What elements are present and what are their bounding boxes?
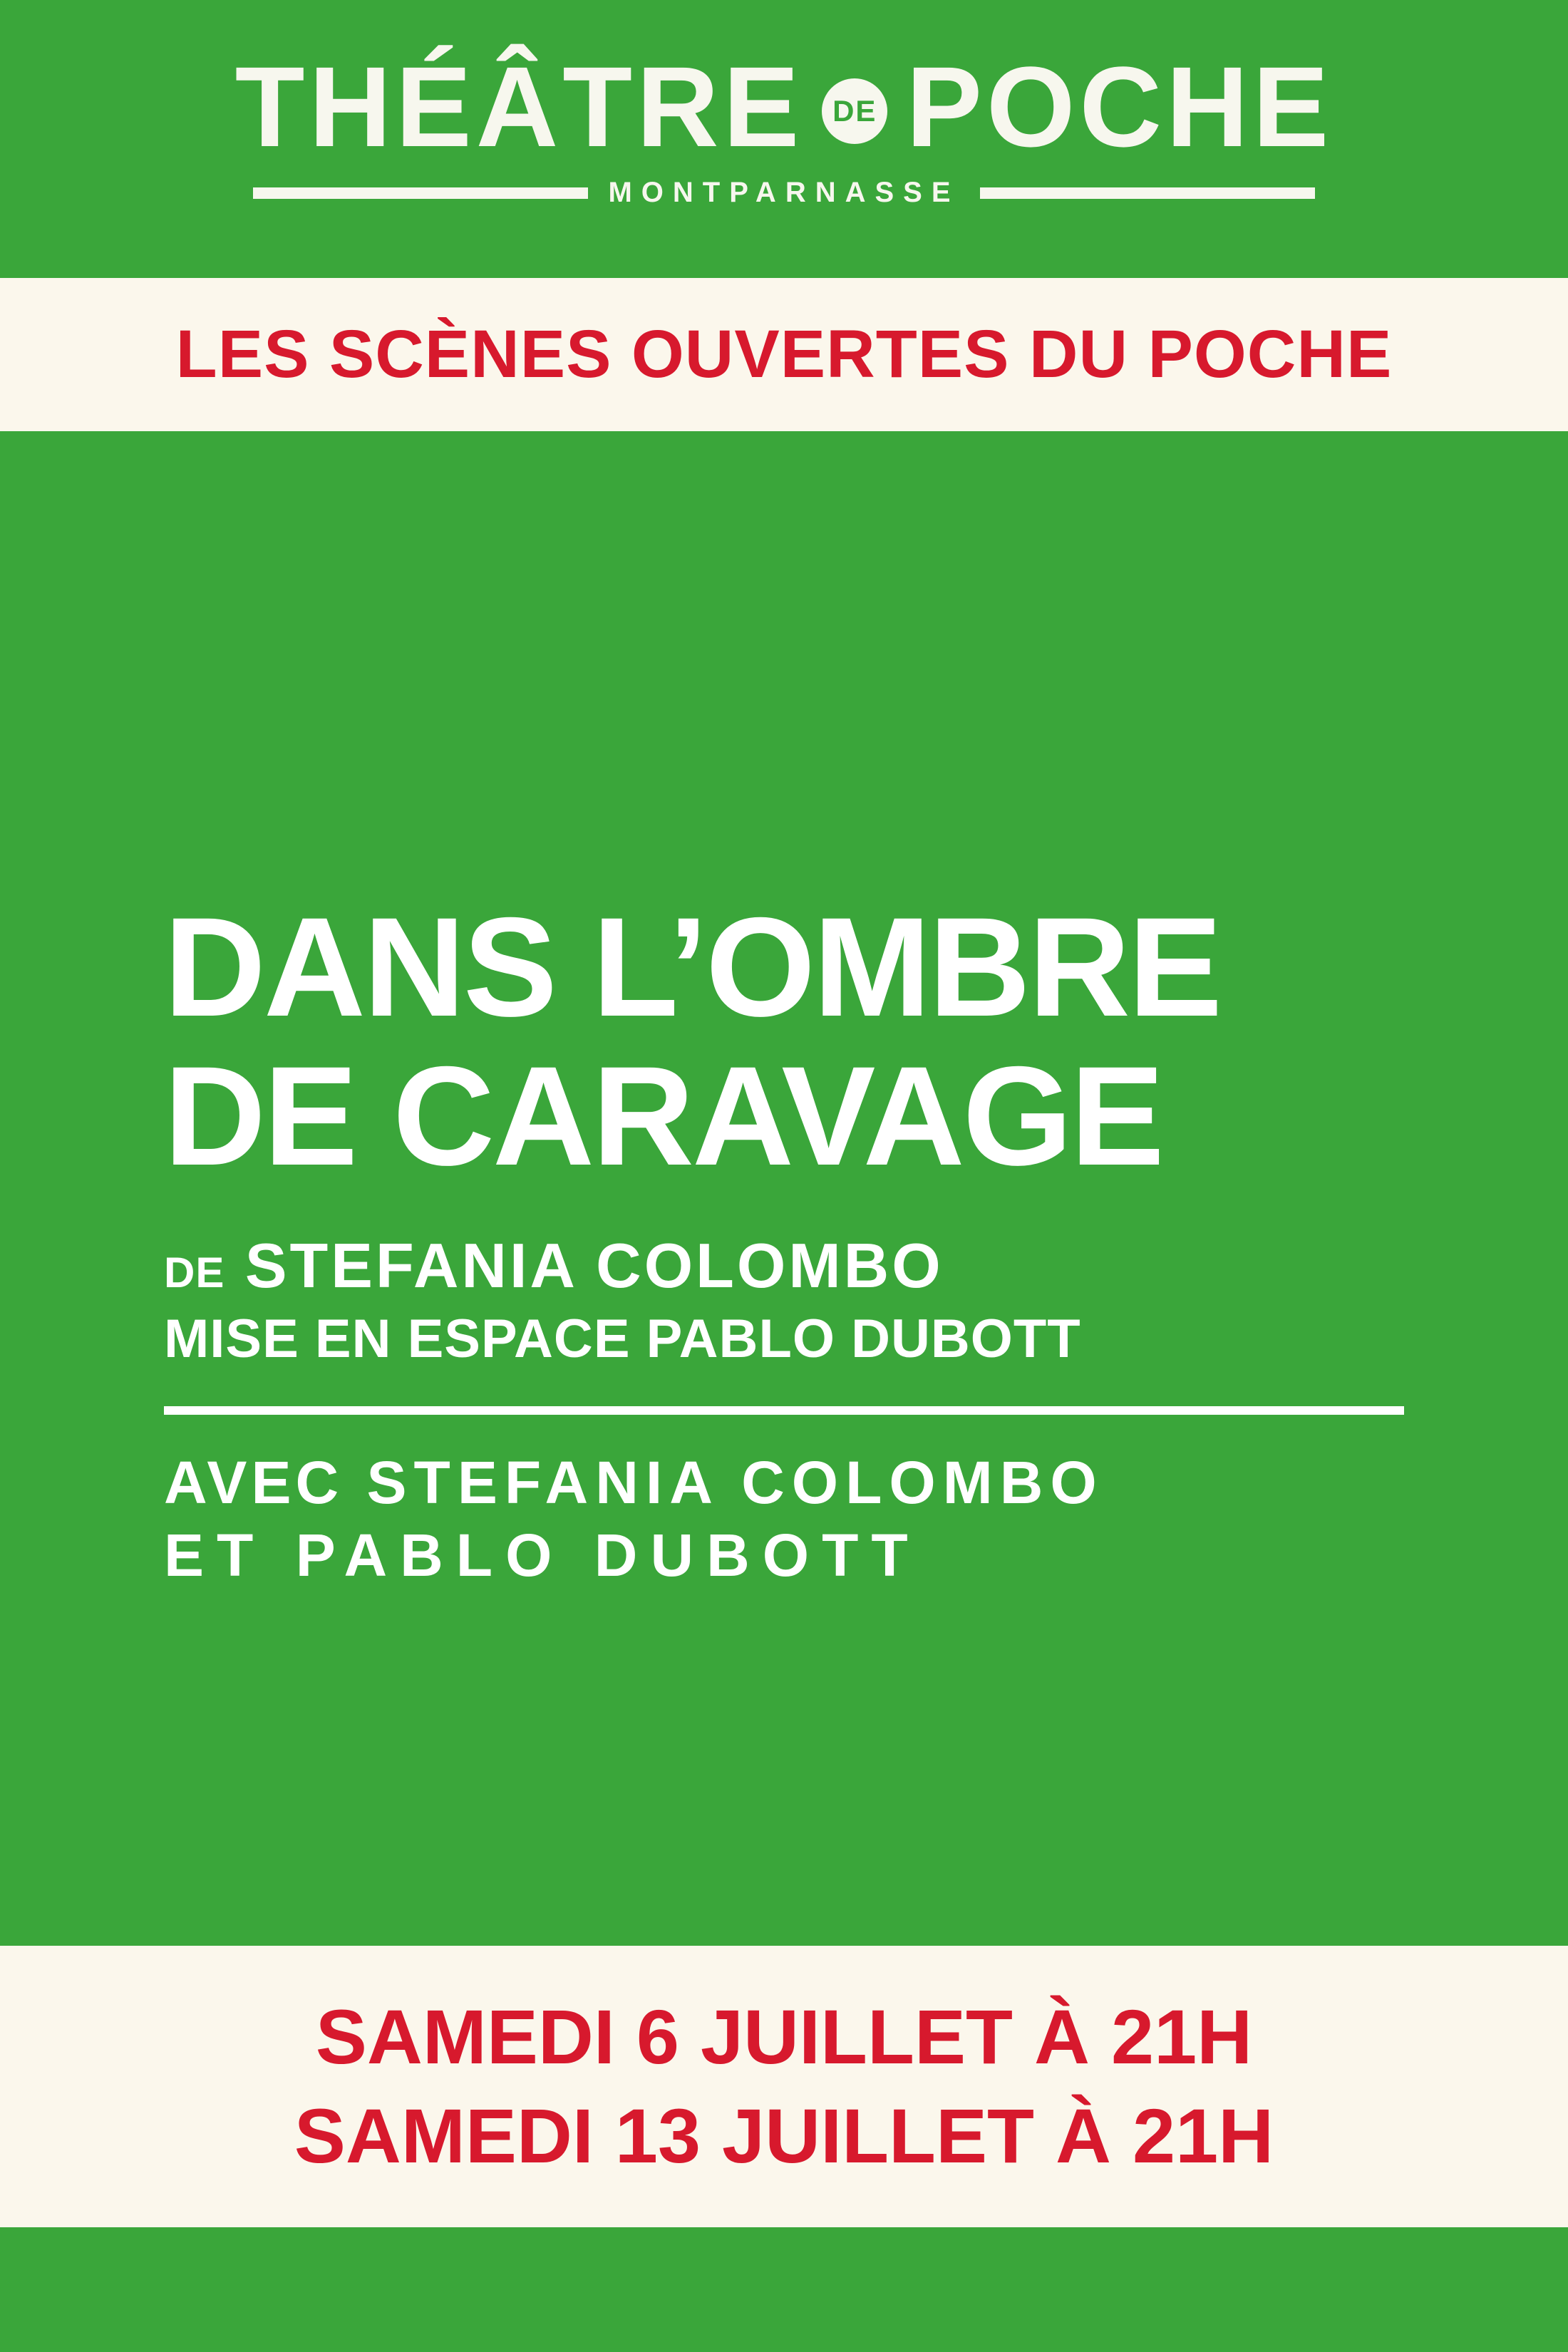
theatre-logo bbox=[200, 43, 1368, 228]
show-title-line-2: DE CARAVAGE bbox=[164, 1037, 1162, 1195]
logo-band bbox=[0, 0, 1568, 278]
logo-subtitle-row bbox=[200, 177, 1368, 209]
logo-subtitle: MONTPARNASSE bbox=[608, 177, 960, 208]
show-cast bbox=[164, 1446, 1404, 1592]
logo-rule-right bbox=[980, 187, 1315, 199]
credits-divider bbox=[164, 1406, 1404, 1415]
program-banner bbox=[0, 278, 1568, 431]
dates-band bbox=[0, 1946, 1568, 2227]
show-title-line-1: DANS L’OMBRE bbox=[164, 887, 1221, 1046]
author-prefix: DE bbox=[164, 1249, 225, 1297]
show-staging: MISE EN ESPACE PABLO DUBOTT bbox=[164, 1309, 1081, 1370]
show-details bbox=[0, 431, 1568, 1946]
cast-row-2 bbox=[164, 1519, 1404, 1592]
footer-band bbox=[0, 2227, 1568, 2352]
program-banner-text: LES SCÈNES OUVERTES DU POCHE bbox=[175, 316, 1393, 392]
logo-wordmark bbox=[234, 43, 1334, 170]
logo-de-badge: DE bbox=[822, 78, 887, 144]
show-author-row bbox=[164, 1229, 1404, 1302]
author-name: STEFANIA COLOMBO bbox=[244, 1230, 944, 1301]
cast-name-2: PABLO DUBOTT bbox=[295, 1522, 921, 1589]
show-title bbox=[164, 887, 1404, 1195]
cast-row-1 bbox=[164, 1446, 1404, 1519]
date-line-1: SAMEDI 6 JUILLET À 21H bbox=[315, 1993, 1253, 2080]
cast-name-1: STEFANIA COLOMBO bbox=[366, 1448, 1104, 1516]
cast-conjunction: ET bbox=[164, 1522, 267, 1589]
show-credits bbox=[164, 1229, 1404, 1371]
logo-word-theatre: THÉÂTRE bbox=[234, 43, 804, 170]
date-line-2: SAMEDI 13 JUILLET À 21H bbox=[294, 2092, 1274, 2179]
cast-prefix: AVEC bbox=[164, 1448, 344, 1516]
logo-rule-left bbox=[253, 187, 588, 199]
logo-word-poche: POCHE bbox=[906, 43, 1334, 170]
